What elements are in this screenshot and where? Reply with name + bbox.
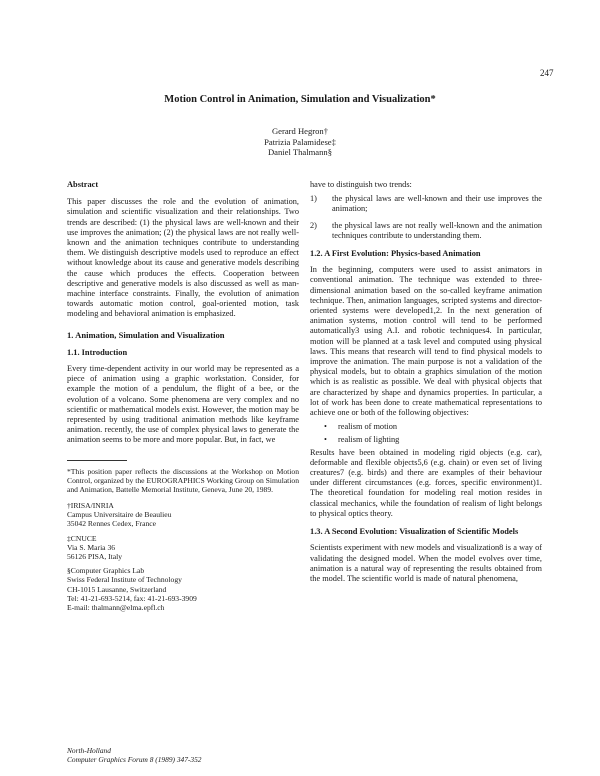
page-number: 247 — [540, 68, 554, 78]
affiliation-line: Swiss Federal Institute of Technology — [67, 575, 182, 585]
journal-citation — [67, 746, 201, 764]
left-column — [67, 180, 299, 617]
subsection-heading: 1.1. Introduction — [67, 347, 128, 357]
affiliation-line: Tel: 41-21-693-5214, fax: 41-21-693-3909 — [67, 593, 197, 603]
bullet-item — [324, 422, 542, 432]
affiliation-line: E-mail: thalmann@elma.epfl.ch — [67, 602, 165, 612]
enumerated-item — [310, 221, 542, 241]
footnote: *This position paper reflects the discussions at the Workshop on Motion Control, organized by the EUROGRAPHICS Working Group on Simulation and Animation, Battelle Memorial Institute, Geneva, June 20, 1989. — [67, 466, 299, 495]
footnote-divider — [67, 460, 127, 461]
affiliation-line: Campus Universitaire de Beaulieu — [67, 510, 172, 520]
affiliation-line: CH-1015 Lausanne, Switzerland — [67, 584, 167, 594]
abstract-text: This paper discusses the role and the evolution of animation, simulation and scientific visualization and their relationships. Two trends are described: (1) the physical laws are well-known and their use improves the animation; (2) the physical laws are not really well-known and the animation techniques contribute to understanding them. We distinguish descriptive models used to reproduce an effect without knowledge about its cause and generative models describing the cause which produces the effects. Cooperation between descriptive and generative models is also discussed as well as man-machine interface constraints. Finally, the evolution of animation towards automatic motion control, goal-oriented motion, task modeling and behavioral animation is emphasized. — [67, 197, 299, 319]
affiliation-line: Via S. Maria 36 — [67, 542, 116, 552]
author-name: Daniel Thalmann§ — [267, 147, 333, 157]
enumerated-item — [310, 194, 542, 214]
subsection-heading: 1.2. A First Evolution: Physics-based Animation — [310, 249, 481, 259]
affiliation-line: 35042 Rennes Cedex, France — [67, 519, 156, 529]
affiliation — [67, 501, 299, 529]
body-paragraph: Scientists experiment with new models and visualization8 is a way of validating the designed model. When the model evolves over time, animation is a natural way of representing the results obtained from the model. The scientific world is made of natural phenomena, — [310, 543, 542, 583]
author-name: Gerard Hegron† — [271, 126, 329, 136]
affiliation — [67, 534, 299, 562]
affiliation-line: 56126 PISA, Italy — [67, 551, 123, 561]
body-paragraph: Every time-dependent activity in our world may be represented as a piece of animation using a graphic workstation. Consider, for example the motion of a pendulum, the flight of a bee, or the evolution of a volcano. Some phenomena are very complex and no scientific or mathematical models exist. However, the motion may be represented by using traditional animation methods like keyframe animation. recently, the use of complex physical laws to generate the animation seems to be more and more popular. But, in fact, we — [67, 364, 299, 445]
right-column — [310, 180, 542, 588]
affiliation-line: §Computer Graphics Lab — [67, 566, 145, 576]
body-paragraph: Results have been obtained in modeling rigid objects (e.g. car), deformable and flexible objects5,6 (e.g. chain) or even set of living creatures7 (e.g. birds) and there are examples of their behaviour under different circumstances (e.g. forces, specific environment)1. The theoretical foundation for modeling real motion resides in classical mechanics, while the foundation of realism of light belongs to physical optics theory. — [310, 447, 542, 518]
bullet-text: realism of motion — [338, 422, 397, 432]
publisher-line: North-Holland — [67, 746, 111, 755]
enum-text: the physical laws are not really well-known and the animation techniques contribute to understanding them. — [332, 220, 542, 240]
section-heading: 1. Animation, Simulation and Visualization — [67, 329, 225, 340]
journal-line: Computer Graphics Forum 8 (1989) 347-352 — [67, 755, 202, 764]
subsection-heading: 1.3. A Second Evolution: Visualization of Scientific Models — [310, 527, 519, 537]
bullet-text: realism of lighting — [338, 435, 400, 445]
bullet-icon: • — [324, 435, 327, 445]
body-paragraph: have to distinguish two trends: — [310, 180, 412, 189]
bullet-item — [324, 435, 542, 445]
bullet-icon: • — [324, 422, 327, 432]
abstract-heading: Abstract — [67, 180, 99, 189]
author-list — [0, 126, 600, 158]
enum-text: the physical laws are well-known and their use improves the animation; — [332, 194, 542, 214]
body-paragraph: In the beginning, computers were used to assist animators in conventional animation. The technique was extended to three-dimensional animation based on the so-called keyframe animation technique. Then, animation languages, scripted systems and director-oriented systems were developed1,2. In the next generation of animation systems, motion control will tend to be performed automatically3 using A.I. and robotic techniques4. In particular, motion will be planned at a task level and computed using physical laws. This means that research will tend to find physical models to improve the animation. The main purpose is not a validation of the physical models, but to obtain a graphics simulation of the motion which is as realistic as possible. We deal with physical objects that are characterized by shape and dynamics properties. In particular, a lot of work has been done to create mathematical representations to achieve one or both of the following objectives: — [310, 265, 542, 418]
enum-number: 2) — [310, 220, 317, 230]
author-name: Patrizia Palamidese‡ — [264, 136, 336, 147]
enum-number: 1) — [310, 194, 317, 204]
affiliation-line: ‡CNUCE — [67, 533, 97, 543]
paper-title: Motion Control in Animation, Simulation and Visualization* — [164, 94, 436, 105]
affiliation — [67, 566, 299, 612]
affiliation-line: †IRISA/INRIA — [67, 500, 114, 510]
